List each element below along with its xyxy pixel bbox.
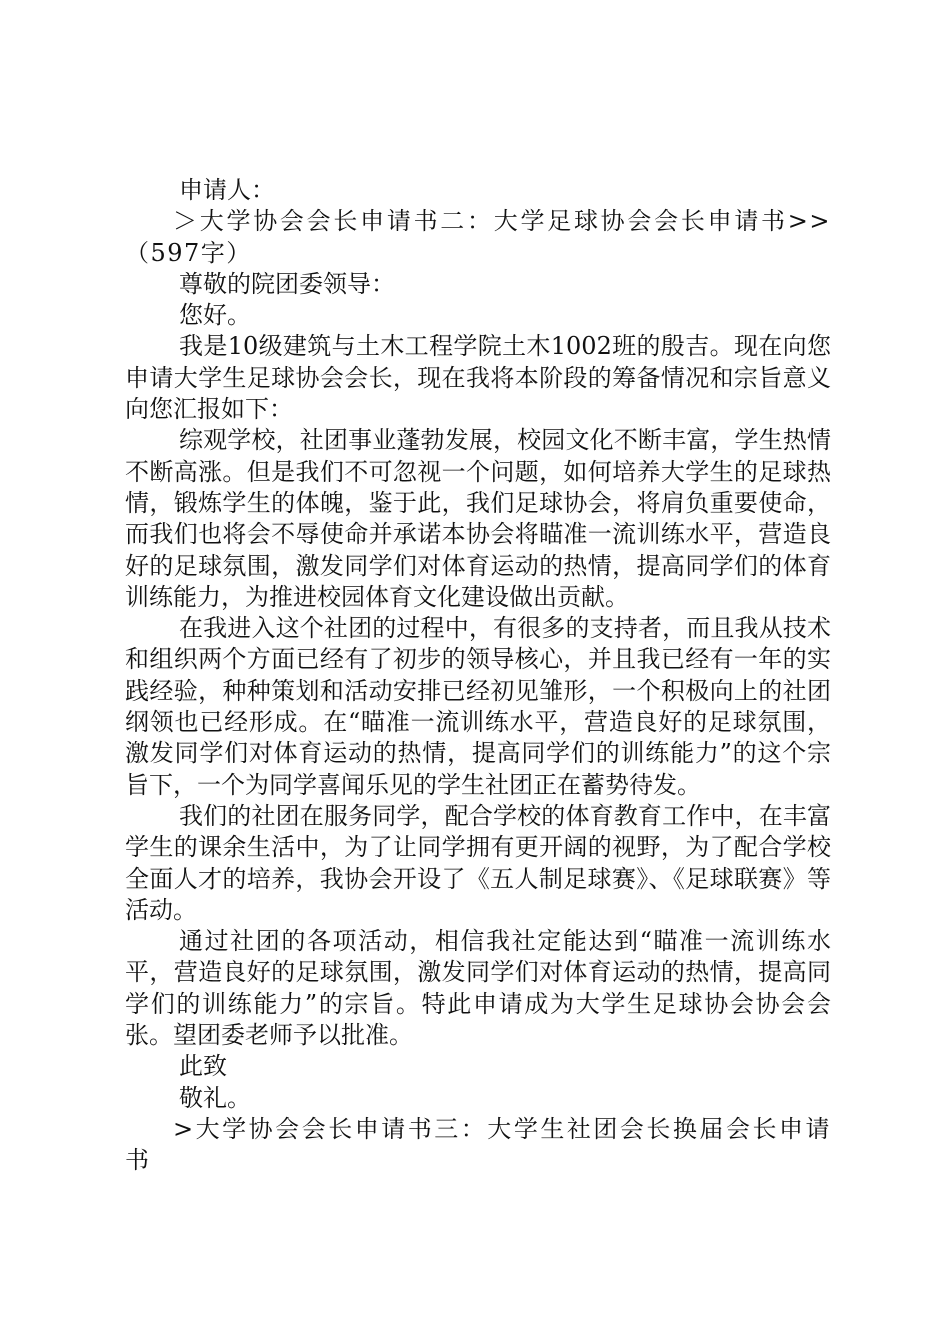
- body-paragraph-overview: 综观学校，社团事业蓬勃发展，校园文化不断丰富，学生热情不断高涨。但是我们不可忽视一个问题，如何培养大学生的足球热情，锻炼学生的体魄，鉴于此，我们足球协会，将肩负重要使命，而我们也将会不辱使命并承诺本协会将瞄准一流训练水平，营造良好的足球氛围，激发同学们对体育运动的热情，提高同学们的体育训练能力，为推进校园体育文化建设做出贡献。: [125, 426, 831, 611]
- applicant-line: 申请人：: [179, 176, 275, 204]
- greeting: 您好。: [179, 301, 251, 330]
- closing-line-2: 敬礼。: [179, 1083, 251, 1112]
- closing-line-1: 此致: [179, 1052, 227, 1081]
- section-heading-3: >大学协会会长申请书三：大学生社团会长换届会长申请书: [125, 1114, 831, 1175]
- body-paragraph-intro: 我是10级建筑与土木工程学院土木1002班的殷吉。现在向您申请大学生足球协会会长，现在我将本阶段的筹备情况和宗旨意义向您汇报如下：: [125, 332, 831, 424]
- body-paragraph-experience: 在我进入这个社团的过程中，有很多的支持者，而且我从技术和组织两个方面已经有了初步的领导核心，并且我已经有一年的实践经验，种种策划和活动安排已经初见雏形，一个积极向上的社团纲领也已经形成。在“瞄准一流训练水平，营造良好的足球氛围，激发同学们对体育运动的热情，提高同学们的训练能力”的这个宗旨下，一个为同学喜闻乐见的学生社团正在蓄势待发。: [125, 614, 831, 799]
- section-heading-2: ＞大学协会会长申请书二：大学足球协会会长申请书>>（597字）: [125, 207, 831, 267]
- salutation: 尊敬的院团委领导：: [179, 269, 395, 298]
- body-paragraph-conclusion: 通过社团的各项活动，相信我社定能达到“瞄准一流训练水平，营造良好的足球氛围，激发同学们对体育运动的热情，提高同学们的训练能力”的宗旨。特此申请成为大学生足球协会协会会张。望团委老师予以批准。: [125, 927, 831, 1050]
- document-page: [125, 175, 831, 1177]
- body-paragraph-activities: 我们的社团在服务同学，配合学校的体育教育工作中，在丰富学生的课余生活中，为了让同学拥有更开阔的视野，为了配合学校全面人才的培养，我协会开设了《五人制足球赛》、《足球联赛》等活动。: [125, 801, 831, 924]
